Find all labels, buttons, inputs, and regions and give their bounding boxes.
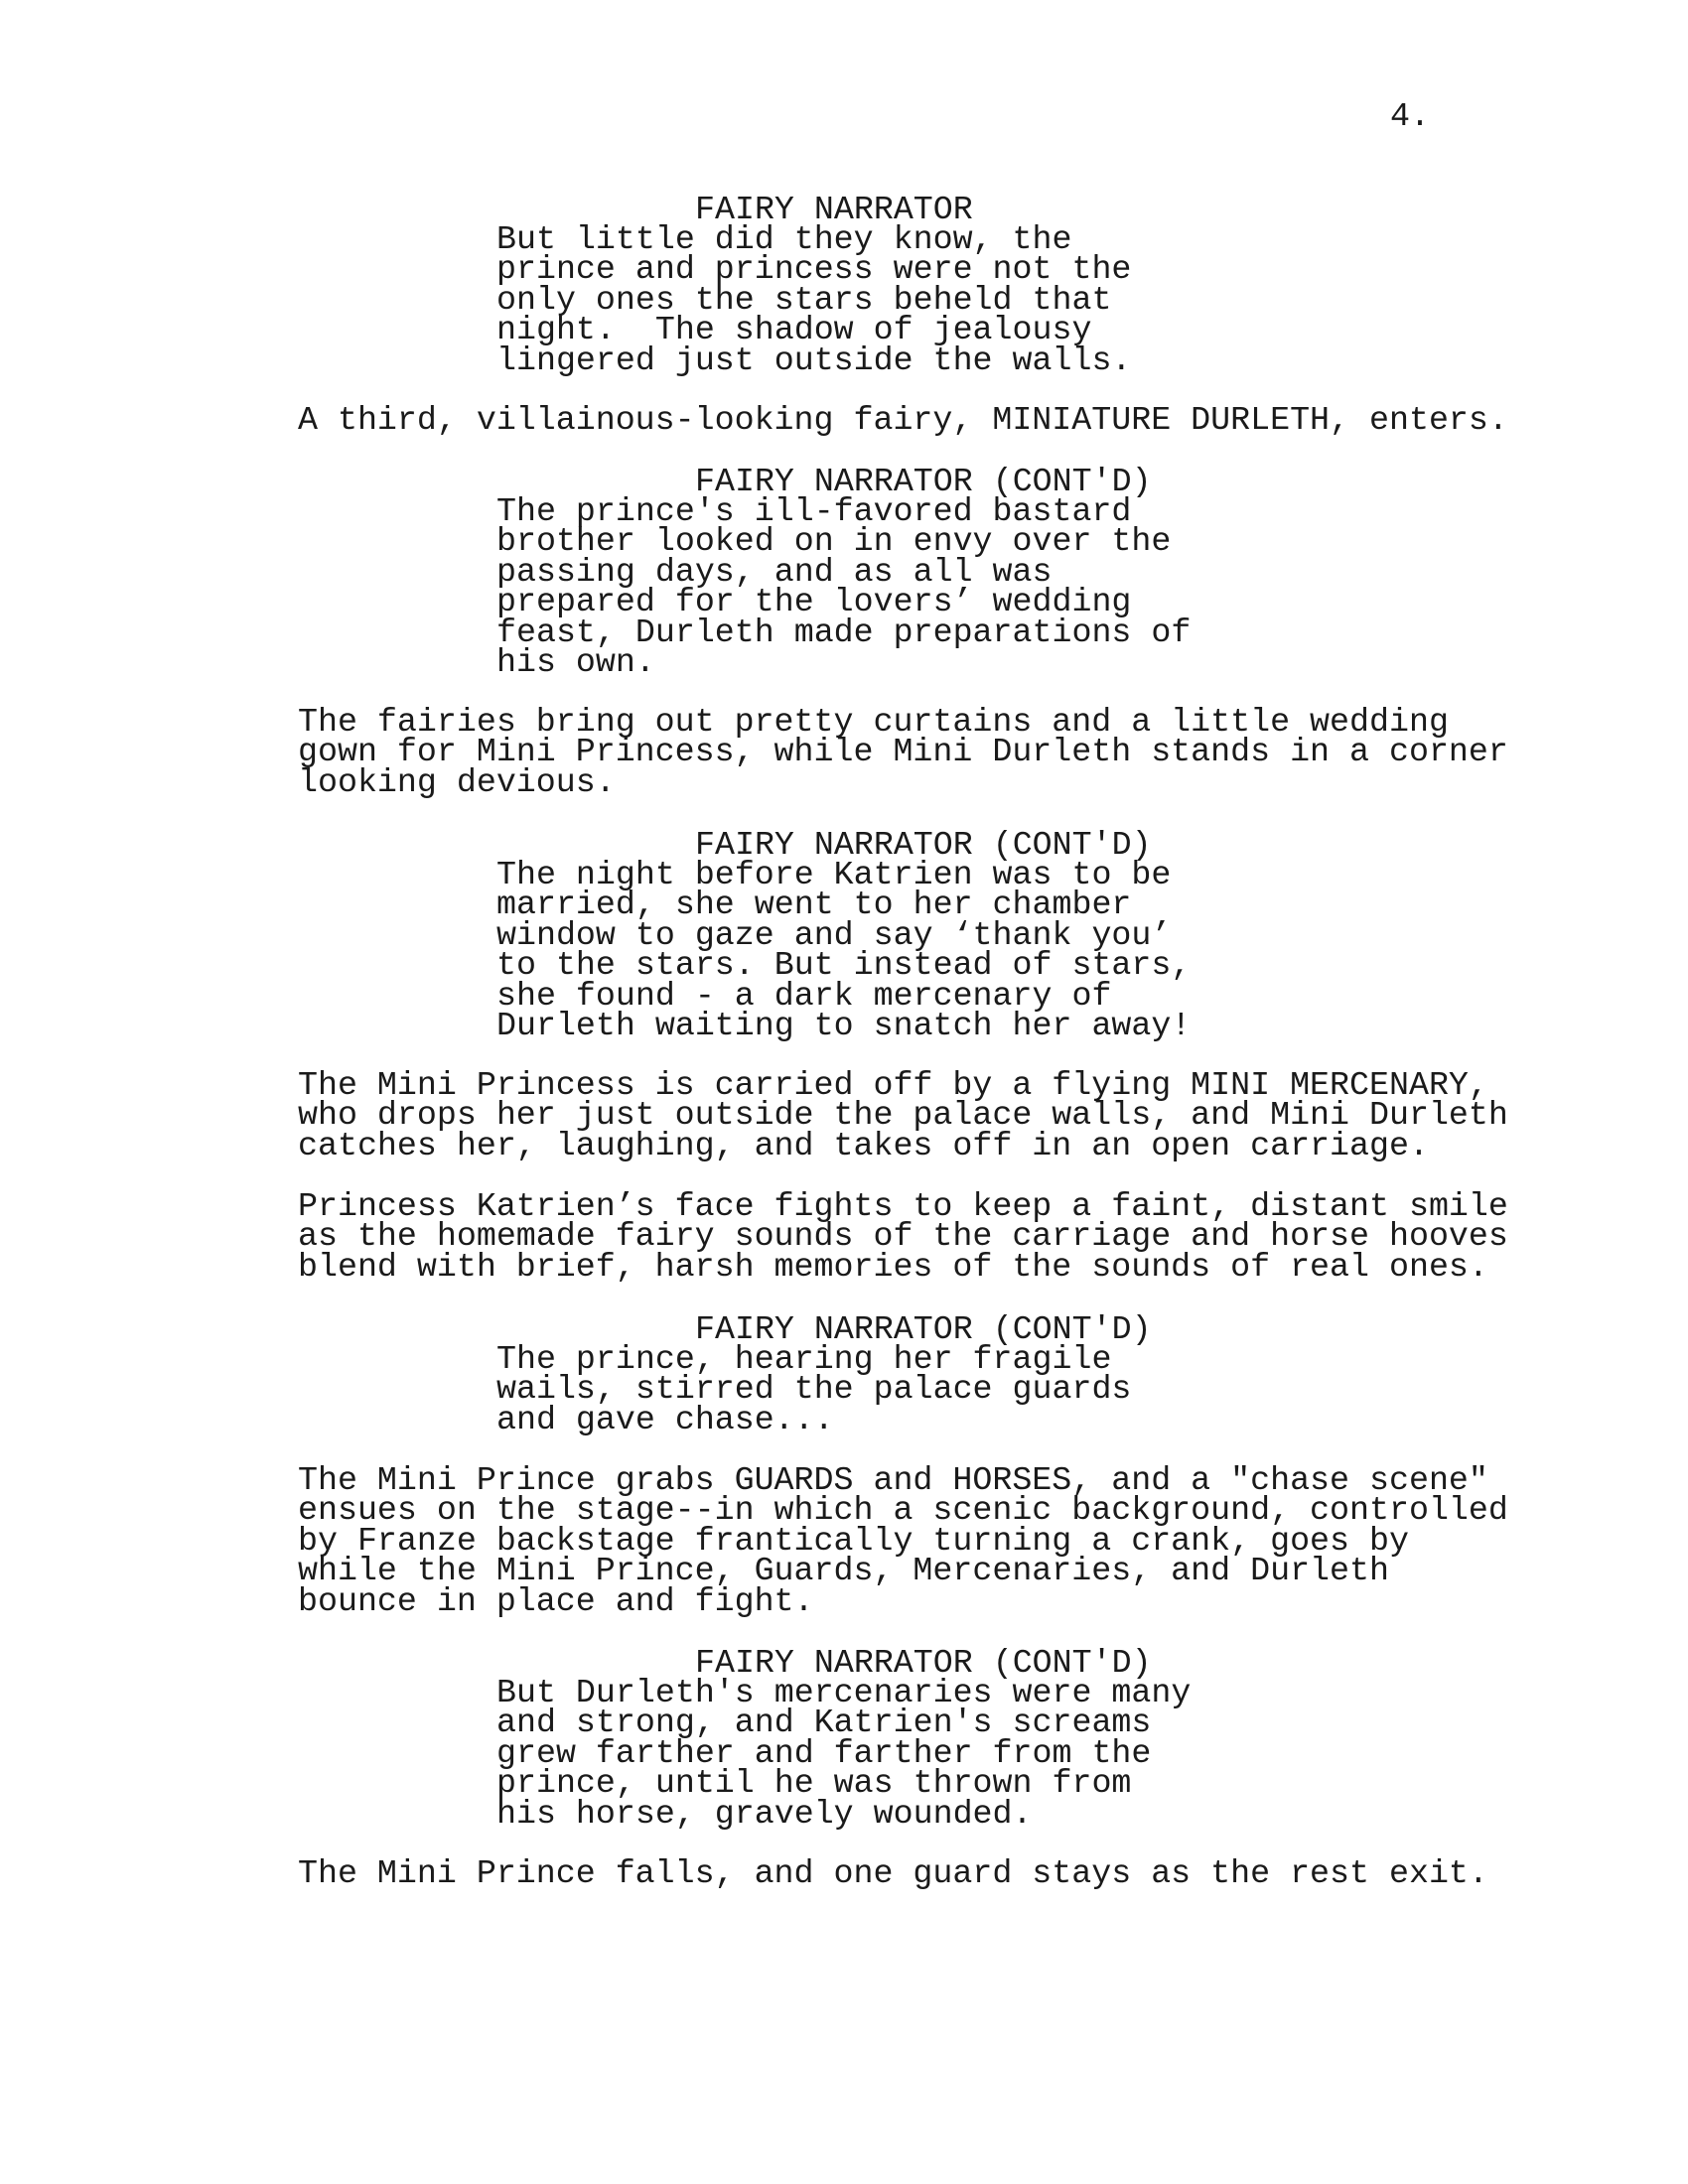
character-cue: FAIRY NARRATOR (CONT'D)	[695, 1310, 1152, 1348]
action-line: A third, villainous-looking fairy, MINIATURE DURLETH, enters.	[298, 401, 1508, 439]
action-line: The Mini Prince grabs GUARDS and HORSES, and a "chase scene" ensues on the stage--in which a scenic background, controlled by Franze backstage frantically turning a crank, goes by while the Mini Prince, Guards, Mercenaries, and Durleth bounce in place and fight.	[298, 1461, 1508, 1620]
dialogue: But Durleth's mercenaries were many and strong, and Katrien's screams grew farther and farther from the prince, until he was thrown from his horse, gravely wounded.	[496, 1674, 1192, 1833]
dialogue: The prince, hearing her fragile wails, stirred the palace guards and gave chase...	[496, 1340, 1132, 1438]
dialogue: The night before Katrien was to be married, she went to her chamber window to gaze and say ‘thank you’ to the stars. But instead of stars, she found - a dark mercenary of Durleth waiting to snatch her away!	[496, 856, 1192, 1045]
character-cue: FAIRY NARRATOR (CONT'D)	[695, 826, 1152, 864]
action-line: The Mini Princess is carried off by a flying MINI MERCENARY, who drops her just outside the palace walls, and Mini Durleth catches her, laughing, and takes off in an open carriage.	[298, 1066, 1508, 1164]
page-number: 4.	[1390, 97, 1430, 135]
dialogue: The prince's ill-favored bastard brother looked on in envy over the passing days, and as all was prepared for the lovers’ wedding feast, Durleth made preparations of his own.	[496, 492, 1192, 682]
dialogue: But little did they know, the prince and princess were not the only ones the stars beheld that night. The shadow of jealousy lingered just outside the walls.	[496, 220, 1132, 379]
character-cue: FAIRY NARRATOR	[695, 191, 973, 228]
character-cue: FAIRY NARRATOR (CONT'D)	[695, 463, 1152, 500]
action-line: Princess Katrien’s face fights to keep a faint, distant smile as the homemade fairy sounds of the carriage and horse hooves blend with brief, harsh memories of the sounds of real ones.	[298, 1187, 1508, 1286]
action-line: The fairies bring out pretty curtains and a little wedding gown for Mini Princess, while Mini Durleth stands in a corner looking devious.	[298, 703, 1508, 801]
action-line: The Mini Prince falls, and one guard stays as the rest exit.	[298, 1854, 1488, 1892]
character-cue: FAIRY NARRATOR (CONT'D)	[695, 1644, 1152, 1682]
